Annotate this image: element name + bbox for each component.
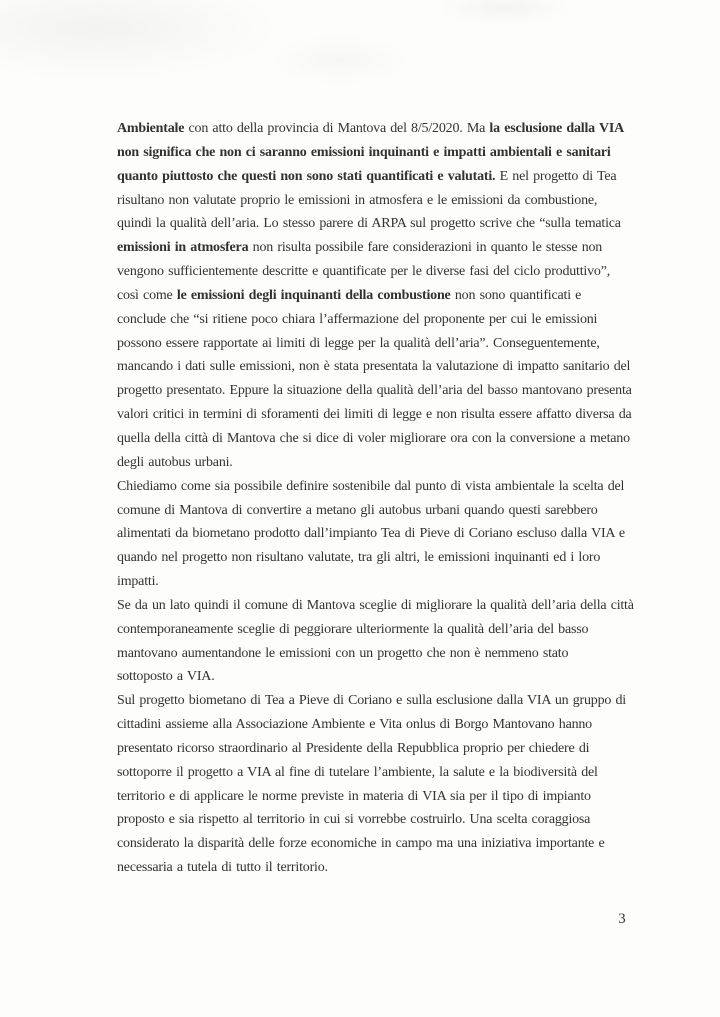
text-run: Chiediamo come sia possibile definire sostenibile dal punto di vista ambientale la scelta del bbox=[117, 478, 625, 494]
text-line bbox=[117, 189, 634, 213]
text-line bbox=[117, 642, 634, 666]
text-run: quando nel progetto non risultano valutate, tra gli altri, le emissioni inquinanti ed i loro bbox=[117, 550, 601, 566]
bold-text-run: le emissioni degli inquinanti della combustione bbox=[176, 287, 451, 303]
paragraph bbox=[117, 117, 634, 475]
text-line bbox=[117, 522, 634, 546]
text-run: quindi la qualità dell’aria. Lo stesso parere di ARPA sul progetto scrive che “sulla tematica bbox=[117, 216, 621, 232]
text-line bbox=[117, 737, 634, 761]
bold-text-run: quanto piuttosto che questi non sono stati quantificati e valutati. bbox=[117, 168, 496, 184]
paragraph bbox=[117, 475, 634, 594]
text-line bbox=[117, 427, 634, 451]
text-line bbox=[117, 761, 634, 785]
scan-artifact bbox=[270, 35, 410, 85]
text-run: E nel progetto di Tea bbox=[495, 168, 617, 184]
text-run: non risulta possibile fare considerazioni in quanto le stesse non bbox=[248, 240, 603, 256]
text-run: non sono quantificati e bbox=[450, 287, 582, 303]
bold-text-run: la esclusione dalla VIA bbox=[489, 121, 625, 136]
text-line bbox=[117, 451, 634, 475]
text-line bbox=[117, 212, 634, 236]
text-run: risultano non valutate proprio le emissioni in atmosfera e le emissioni da combustione, bbox=[117, 192, 598, 208]
text-run: mancando i dati sulle emissioni, non è stata presentata la valutazione di impatto sanitario del bbox=[117, 359, 631, 375]
text-run: comune di Mantova di convertire a metano gli autobus urbani quando questi sarebbero bbox=[117, 502, 598, 518]
text-run: con atto della provincia di Mantova del 8/5/2020. Ma bbox=[184, 121, 490, 136]
text-line bbox=[117, 856, 634, 880]
text-run: quella della città di Mantova che si dice di voler migliorare ora con la conversione a metano bbox=[117, 430, 630, 446]
scan-artifact bbox=[0, 0, 280, 80]
text-line bbox=[117, 165, 634, 189]
bold-text-run: Ambientale bbox=[117, 121, 185, 136]
text-line bbox=[117, 665, 634, 689]
text-line bbox=[117, 689, 634, 713]
scan-artifact bbox=[440, 0, 570, 26]
text-run: considerato la disparità delle forze economiche in campo ma una iniziativa importante e bbox=[117, 836, 605, 852]
text-line bbox=[117, 332, 634, 356]
text-run: vengono sufficientemente descritte e quantificate per le diverse fasi del ciclo produttivo”, bbox=[117, 264, 611, 280]
bold-text-run: emissioni in atmosfera bbox=[117, 240, 249, 256]
text-line bbox=[117, 236, 634, 260]
text-run: valori critici in termini di sforamenti dei limiti di legge e non risulta essere affatto diversa da bbox=[117, 407, 632, 423]
text-line bbox=[117, 808, 634, 832]
text-run: conclude che “si ritiene poco chiara l’affermazione del proponente per cui le emissioni bbox=[117, 311, 598, 327]
text-run: contemporaneamente sceglie di peggiorare ulteriormente la qualità dell’aria del basso bbox=[117, 621, 589, 637]
text-line bbox=[117, 308, 634, 332]
text-run: Sul progetto biometano di Tea a Pieve di Coriano e sulla esclusione dalla VIA un gruppo di bbox=[117, 693, 626, 709]
text-line bbox=[117, 117, 634, 141]
text-line bbox=[117, 785, 634, 809]
text-line bbox=[117, 403, 634, 427]
text-line bbox=[117, 499, 634, 523]
text-run: presentato ricorso straordinario al Presidente della Repubblica proprio per chiedere di bbox=[117, 740, 590, 756]
text-line bbox=[117, 618, 634, 642]
text-line bbox=[117, 284, 634, 308]
bold-text-run: non significa che non ci saranno emissioni inquinanti e impatti ambientali e sanitari bbox=[117, 144, 611, 160]
text-run: territorio e di applicare le norme previste in materia di VIA sia per il tipo di impianto bbox=[117, 788, 591, 804]
text-run: cittadini assieme alla Associazione Ambiente e Vita onlus di Borgo Mantovano hanno bbox=[117, 717, 592, 733]
text-run: sottoporre il progetto a VIA al fine di tutelare l’ambiente, la salute e la biodiversità del bbox=[117, 764, 598, 780]
text-run: necessaria a tutela di tutto il territorio. bbox=[117, 860, 328, 876]
text-line bbox=[117, 260, 634, 284]
text-line bbox=[117, 594, 633, 618]
text-run: sottoposto a VIA. bbox=[117, 669, 215, 685]
paragraph bbox=[117, 594, 634, 689]
text-run: impatti. bbox=[117, 574, 159, 590]
text-run: alimentati da biometano prodotto dall’impianto Tea di Pieve di Coriano escluso dalla VIA e bbox=[117, 526, 625, 542]
text-line bbox=[117, 355, 634, 379]
text-run: proposto e sia rispetto al territorio in cui si vorrebbe costruirlo. Una scelta coraggiosa bbox=[117, 812, 591, 828]
text-line bbox=[117, 141, 634, 165]
text-run: degli autobus urbani. bbox=[117, 454, 233, 470]
text-line bbox=[117, 546, 634, 570]
page-number: 3 bbox=[618, 911, 626, 927]
paragraph bbox=[117, 689, 634, 880]
text-run: Se da un lato quindi il comune di Mantova sceglie di migliorare la qualità dell’aria della città bbox=[117, 597, 634, 613]
text-line bbox=[117, 713, 634, 737]
text-line bbox=[117, 832, 634, 856]
text-run: così come bbox=[117, 287, 177, 303]
text-run: progetto presentato. Eppure la situazione della qualità dell’aria del basso mantovano presenta bbox=[117, 383, 632, 399]
document-body bbox=[117, 117, 634, 880]
text-line bbox=[117, 570, 634, 594]
text-line bbox=[117, 379, 634, 403]
text-run: mantovano aumentandone le emissioni con un progetto che non è nemmeno stato bbox=[117, 645, 569, 661]
text-run: possono essere rapportate ai limiti di legge per la qualità dell’aria”. Conseguentemente, bbox=[117, 335, 600, 351]
text-line bbox=[117, 475, 634, 499]
